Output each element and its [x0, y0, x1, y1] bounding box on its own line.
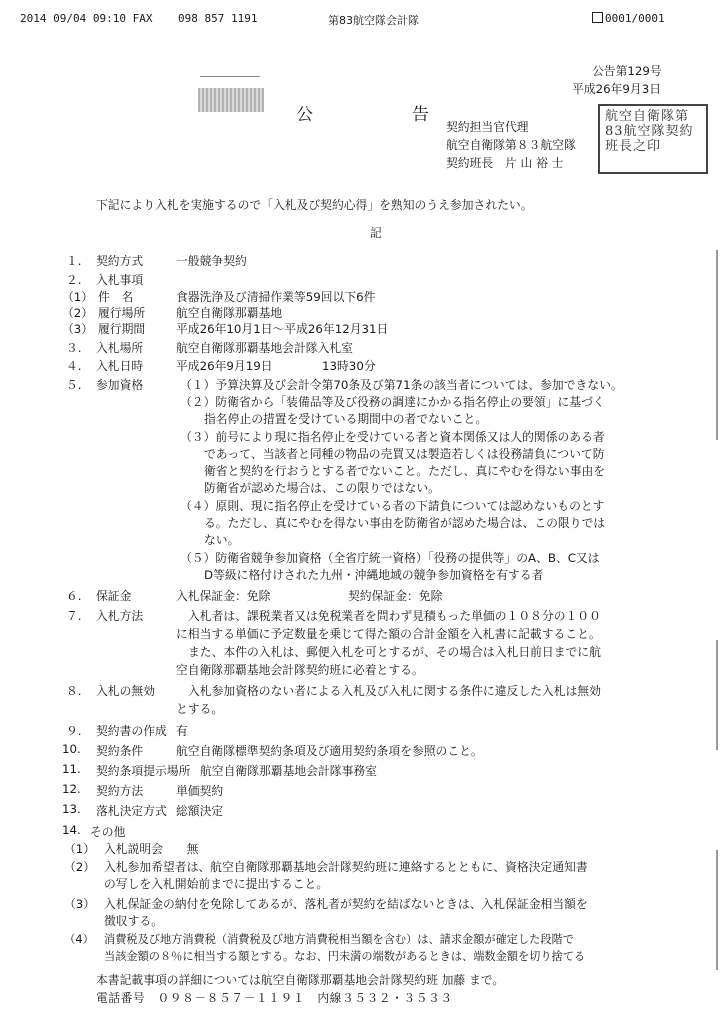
qualification-line: （４）原則、現に指名停止を受けている者の下請負については認めないものとす: [180, 499, 605, 513]
issuer-line2: 航空自衛隊第８３航空隊: [446, 138, 576, 152]
item-value: 一般競争契約: [176, 254, 247, 268]
notice-title-1: 公: [296, 105, 313, 125]
qualification-line: ない。: [204, 533, 240, 547]
fax-page: 0001/0001: [592, 12, 665, 25]
item-value: 航空自衛隊那覇基地会計隊入札室: [176, 341, 353, 355]
ki-heading: 記: [370, 226, 382, 240]
scan-smudge: [198, 88, 264, 112]
other-text-line: 入札保証金の納付を免除してあるが、落札者が契約を結ばないときは、入札保証金相当額を: [104, 897, 588, 911]
subitem-label: 履行期間: [98, 322, 146, 336]
item-value: 有: [176, 724, 188, 738]
contact-line2: 電話番号 ０９８－８５７－１１９１ 内線３５３２・３５３３: [96, 991, 453, 1005]
item-label: 保証金: [96, 589, 132, 603]
qualification-line: 指名停止の措置を受けている期間中の者でないこと。: [204, 412, 488, 426]
qualification-line: 防衛省が認めた場合は、この限りではない。: [204, 481, 440, 495]
other-num: （1）: [64, 842, 96, 856]
contact-line1: 本書記載事項の詳細については航空自衛隊那覇基地会計隊契約班 加藤 まで。: [96, 973, 505, 987]
subitem-num: （1）: [62, 290, 94, 304]
qualification-line: （３）前号により現に指名停止を受けている者と資本関係又は人的関係のある者: [180, 430, 605, 444]
item-value: 契約保証金：免除: [348, 589, 443, 603]
item-num: ８.: [66, 684, 82, 698]
item-label: 参加資格: [96, 378, 144, 392]
fax-number: 098 857 1191: [178, 12, 258, 25]
item-text-line: 入札者は、課税業者又は免税業者を問わず見積もった単価の１０８分の１００: [188, 609, 601, 623]
intro-text: 下記により入札を実施するので「入札及び契約心得」を熟知のうえ参加されたい。: [96, 198, 533, 212]
qualification-line: （５）防衛省競争参加資格（全省庁統一資格）「役務の提供等」のA、B、C又は: [180, 551, 600, 565]
notice-date: 平成26年9月3日: [572, 82, 662, 96]
item-value: 平成26年9月19日: [176, 359, 273, 373]
issuer-line1: 契約担当官代理: [446, 120, 529, 134]
subitem-value: 航空自衛隊那覇基地: [176, 306, 283, 320]
item-label: 契約条件: [96, 744, 144, 758]
item-num: ６.: [66, 589, 82, 603]
item-label: 入札場所: [96, 341, 144, 355]
fax-page-icon: [592, 12, 603, 23]
subitem-num: （3）: [62, 322, 94, 336]
item-value: 単価契約: [176, 784, 224, 798]
item-num: ４.: [66, 359, 82, 373]
subitem-num: （2）: [62, 306, 94, 320]
other-text-line: 入札参加希望者は、航空自衛隊那覇基地会計隊契約班に連絡するとともに、資格決定通知書: [104, 860, 588, 874]
item-value: 総額決定: [176, 804, 224, 818]
item-num: ３.: [66, 341, 82, 355]
item-num: 11.: [62, 762, 81, 776]
item-label: 契約方法: [96, 784, 144, 798]
item-text-line: とする。: [176, 702, 224, 716]
notice-number: 公告第129号: [592, 64, 662, 78]
item-num: ５.: [66, 378, 82, 392]
item-label: 入札日時: [96, 359, 144, 373]
other-text-line: 入札説明会 無: [104, 842, 199, 856]
item-text-line: 空自衛隊那覇基地会計隊契約班に必着とする。: [176, 663, 424, 677]
item-label: 契約方式: [96, 254, 144, 268]
item-num: ９.: [66, 724, 82, 738]
item-num: ２.: [66, 273, 82, 287]
item-num: ７.: [66, 609, 82, 623]
item-value: 航空自衛隊標準契約条項及び適用契約条項を参照のこと。: [176, 744, 483, 758]
item-value: 入札保証金：免除: [176, 589, 271, 603]
item-label: その他: [90, 825, 126, 839]
other-num: （4）: [64, 932, 95, 946]
issuer-line3: 契約班長 片 山 裕 士: [446, 156, 564, 170]
subitem-label: 件 名: [98, 290, 134, 304]
item-label: 入札事項: [96, 273, 144, 287]
item-label: 落札決定方式: [96, 804, 167, 818]
item-num: １.: [66, 254, 82, 268]
item-num: 10.: [62, 742, 81, 756]
qualification-line: る。ただし、真にやむを得ない事由を防衛省が認めた場合は、この限りでは: [204, 516, 606, 530]
fax-timestamp: 2014 09/04 09:10 FAX: [20, 12, 153, 25]
other-text-line: 当該金額の８％に相当する額とする。なお、円未満の端数があるときは、端数金額を切り捨てる: [104, 950, 586, 963]
item-num: 14.: [62, 823, 81, 837]
item-label: 入札の無効: [96, 684, 155, 698]
item-num: 12.: [62, 782, 81, 796]
item-time: 13時30分: [322, 359, 376, 373]
qualification-line: 衛省と契約を行おうとする者でないこと。ただし、真にやむを得ない事由を: [204, 464, 606, 478]
scan-edge-line: [716, 850, 718, 970]
official-seal: 航空自衛隊第83航空隊契約班長之印: [598, 104, 708, 174]
item-num: 13.: [62, 802, 81, 816]
item-label: 入札方法: [96, 609, 144, 623]
qualification-line: （２）防衛省から「装備品等及び役務の調達にかかる指名停止の要領」に基づく: [180, 395, 605, 409]
item-label: 契約条項提示場所: [96, 764, 191, 778]
item-value: 航空自衛隊那覇基地会計隊事務室: [200, 764, 377, 778]
scan-edge-line: [716, 640, 718, 750]
other-num: （2）: [64, 860, 96, 874]
qualification-line: であって、当該者と同種の物品の売買又は製造若しくは役務請負について防: [204, 447, 605, 461]
subitem-value: 食器洗浄及び清掃作業等59回以下6件: [176, 290, 376, 304]
subitem-value: 平成26年10月1日～平成26年12月31日: [176, 322, 389, 336]
other-text-line: の写しを入札開始前までに提出すること。: [104, 877, 329, 891]
other-text-line: 徴収する。: [104, 914, 163, 928]
item-text-line: 入札参加資格のない者による入札及び入札に関する条件に違反した入札は無効: [188, 684, 601, 698]
qualification-line: （１）予算決算及び会計令第70条及び第71条の該当者については、参加できない。: [180, 378, 623, 392]
item-text-line: に相当する単価に予定数量を乗じて得た額の合計金額を入札書に記載すること。: [176, 627, 601, 641]
fax-sender: 第83航空隊会計隊: [328, 14, 419, 27]
qualification-line: D等級に格付けされた九州・沖縄地域の競争参加資格を有する者: [204, 568, 544, 582]
item-text-line: また、本件の入札は、郵便入札を可とするが、その場合は入札日前日までに航: [188, 645, 601, 659]
other-num: （3）: [64, 897, 96, 911]
other-text-line: 消費税及び地方消費税（消費税及び地方消費税相当額を含む）は、請求金額が確定した段階で: [104, 933, 574, 946]
item-label: 契約書の作成: [96, 724, 167, 738]
notice-title-2: 告: [412, 105, 429, 125]
subitem-label: 履行場所: [98, 306, 146, 320]
scan-edge-line: [716, 250, 718, 440]
